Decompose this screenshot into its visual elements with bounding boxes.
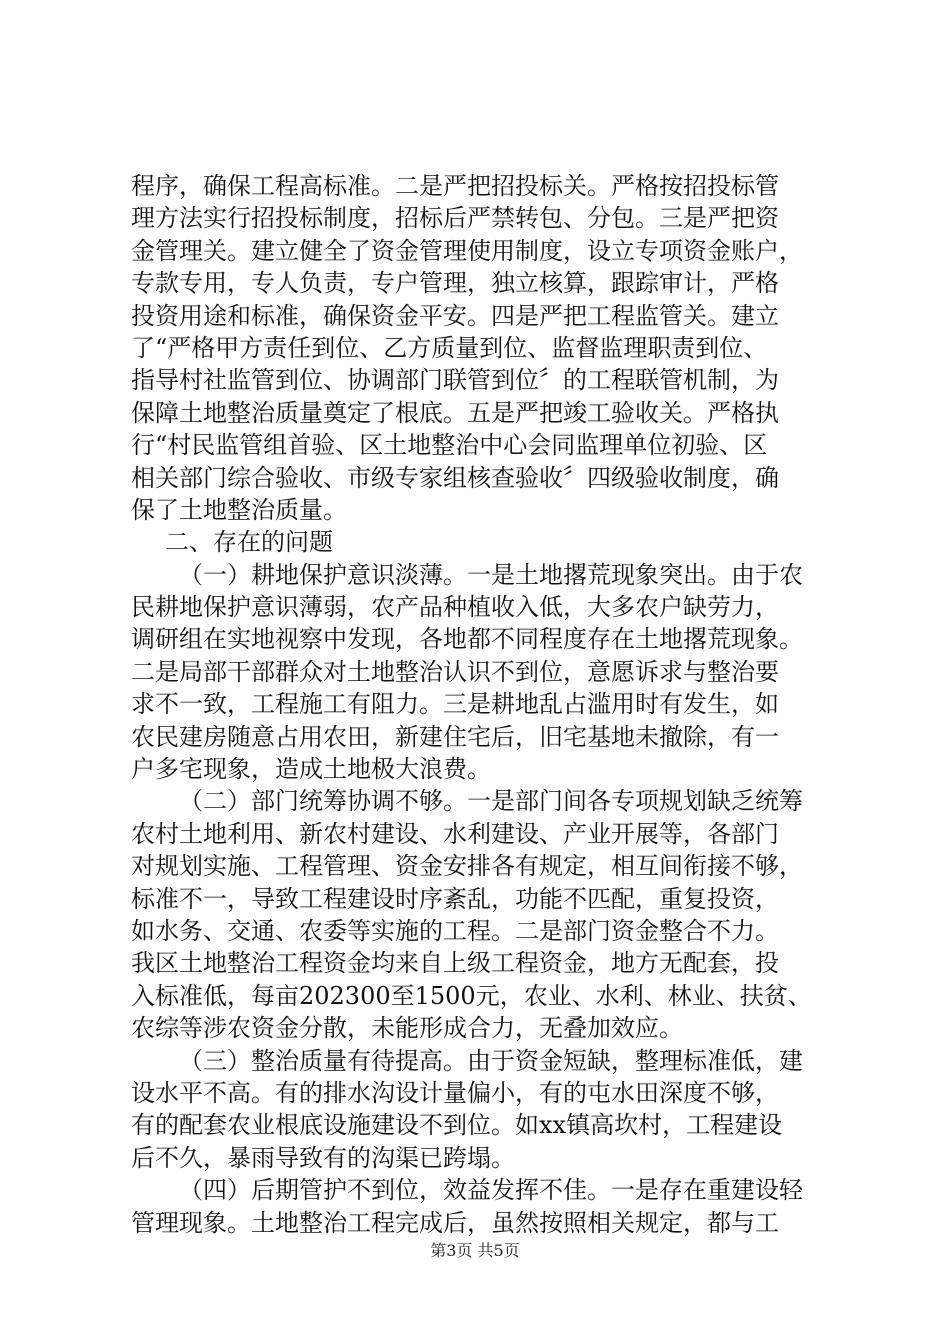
text-line: 保了土地整治质量。 [131, 495, 347, 524]
text-line: 我区土地整治工程资金均来自上级工程资金，地方无配套，投 [131, 949, 779, 978]
text-line: 入标准低，每亩202300至1500元，农业、水利、林业、扶贫、 [131, 981, 812, 1010]
text-line: 如水务、交通、农委等实施的工程。二是部门资金整合不力。 [131, 916, 779, 945]
text-line: 程序，确保工程高标准。二是严把招投标关。严格按招投标管 [131, 172, 779, 200]
text-line: 二是局部干部群众对土地整治认识不到位，意愿诉求与整治要 [131, 657, 779, 686]
page-number-footer: 第3页 共5页 [430, 1241, 520, 1260]
text-line: 行“村民监管组首验、区土地整治中心会同监理单位初验、区 [131, 431, 768, 460]
text-line: 指导村社监管到位、协调部门联管到位〞的工程联管机制，为 [131, 366, 779, 395]
text-line: 相关部门综合验收、市级专家组核查验收〞四级验收制度，确 [131, 463, 779, 492]
text-line: 有的配套农业根底设施建设不到位。如xx镇高坎村，工程建设 [131, 1111, 783, 1140]
section-heading: 二、存在的问题 [165, 528, 333, 557]
text-line: 专款专用，专人负责，专户管理，独立核算，跟踪审计，严格 [131, 269, 779, 298]
text-line: 户多宅现象，造成土地极大浪费。 [131, 755, 491, 784]
text-line: 保障土地整治质量奠定了根底。五是严把竣工验收关。严格执 [131, 398, 779, 427]
text-line: 投资用途和标准，确保资金平安。四是严把工程监管关。建立 [131, 301, 779, 330]
paragraph-first-line: （三）整治质量有待提高。由于资金短缺，整理标准低，建 [179, 1046, 803, 1075]
text-line: 农村土地利用、新农村建设、水利建设、产业开展等，各部门 [131, 819, 779, 848]
text-line: 后不久，暴雨导致有的沟渠已跨塌。 [131, 1143, 515, 1172]
paragraph-first-line: （一）耕地保护意识淡薄。一是土地撂荒现象突出。由于农 [179, 560, 803, 589]
text-line: 理方法实行招投标制度，招标后严禁转包、分包。三是严把资 [131, 204, 779, 233]
text-line: 对规划实施、工程管理、资金安排各有规定，相互间衔接不够， [131, 852, 803, 881]
paragraph-first-line: （四）后期管护不到位，效益发挥不佳。一是存在重建设轻 [179, 1176, 803, 1205]
text-line: 管理现象。土地整治工程完成后，虽然按照相关规定，都与工 [131, 1208, 779, 1237]
text-line: 农民建房随意占用农田，新建住宅后，旧宅基地未撤除，有一 [131, 722, 779, 751]
text-line: 金管理关。建立健全了资金管理使用制度，设立专项资金账户， [131, 236, 803, 265]
text-line: 求不一致，工程施工有阻力。三是耕地乱占滥用时有发生，如 [131, 690, 779, 719]
text-line: 民耕地保护意识薄弱，农产品种植收入低，大多农户缺劳力， [131, 593, 779, 622]
text-line: 设水平不高。有的排水沟设计量偏小，有的屯水田深度不够， [131, 1078, 779, 1107]
text-line: 了“严格甲方责任到位、乙方质量到位、监督监理职责到位、 [131, 333, 768, 362]
text-line: 调研组在实地视察中发现，各地都不同程度存在土地撂荒现象。 [131, 625, 803, 654]
paragraph-first-line: （二）部门统筹协调不够。一是部门间各专项规划缺乏统筹 [179, 787, 803, 816]
text-line: 标准不一，导致工程建设时序紊乱，功能不匹配，重复投资， [131, 884, 779, 913]
text-line: 农综等涉农资金分散，未能形成合力，无叠加效应。 [131, 1014, 683, 1043]
document-body [131, 170, 833, 1239]
